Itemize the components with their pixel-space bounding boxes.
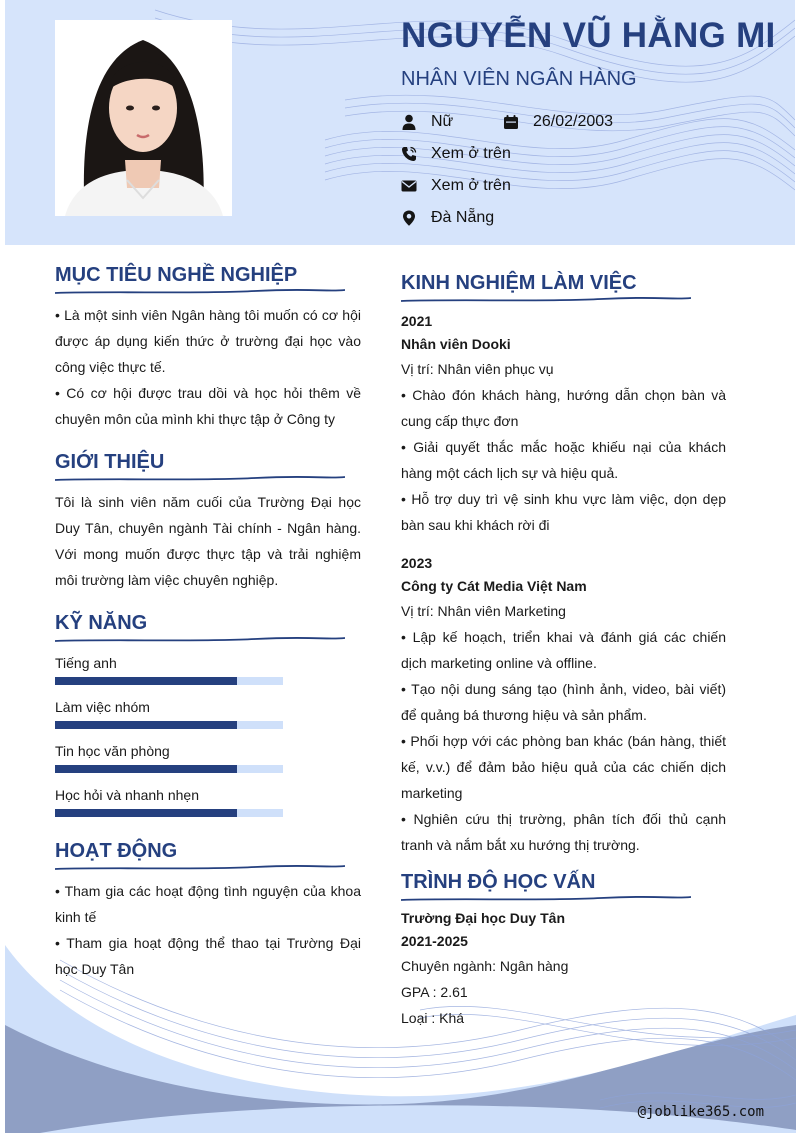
skill-bar-fill	[55, 809, 237, 817]
education-gpa: GPA : 2.61	[401, 984, 468, 1000]
education-school: Trường Đại học Duy Tân	[401, 910, 565, 926]
job-company: Nhân viên Dooki	[401, 336, 511, 352]
address-row	[401, 209, 494, 227]
activity-item-1: • Tham gia các hoạt động tình nguyện của khoa kinh tế	[55, 883, 361, 925]
activity-item-2: • Tham gia hoạt động thể thao tại Trường Đại học Duy Tân	[55, 935, 361, 977]
skill-bar-fill	[55, 677, 237, 685]
activities-section	[55, 840, 361, 982]
footer-url: @joblike365.com	[637, 1104, 764, 1120]
job-duty: • Hỗ trợ duy trì vệ sinh khu vực làm việc, dọn dẹp bàn sau khi khách rời đi	[401, 491, 726, 533]
skill-bar	[55, 809, 283, 817]
experience-underline	[401, 296, 691, 304]
objective-title: MỤC TIÊU NGHỀ NGHIỆP	[55, 264, 298, 286]
gender-value: Nữ	[431, 113, 454, 130]
experience-title: KINH NGHIỆM LÀM VIỆC	[401, 272, 637, 294]
intro-title: GIỚI THIỆU	[55, 451, 165, 473]
skill-item	[55, 743, 285, 773]
phone-icon	[401, 145, 417, 163]
skill-label: Tin học văn phòng	[55, 743, 170, 759]
education-title: TRÌNH ĐỘ HỌC VẤN	[401, 871, 596, 893]
full-name: NGUYỄN VŨ HẰNG MI	[401, 16, 776, 55]
education-underline	[401, 895, 691, 903]
job-duty: • Phối hợp với các phòng ban khác (bán hàng, thiết kế, v.v.) để đảm bảo hiệu quả của các chiến dịch marketing	[401, 733, 726, 801]
phone-value: Xem ở trên	[431, 145, 511, 162]
person-icon	[401, 113, 417, 131]
job-title: NHÂN VIÊN NGÂN HÀNG	[401, 68, 637, 90]
profile-photo	[55, 20, 232, 216]
education-major: Chuyên ngành: Ngân hàng	[401, 958, 569, 974]
education-years: 2021-2025	[401, 933, 468, 949]
birthdate-value: 26/02/2003	[533, 113, 614, 130]
education-rank: Loại : Khá	[401, 1010, 465, 1026]
job-duty: • Nghiên cứu thị trường, phân tích đối thủ cạnh tranh và nắm bắt xu hướng thị trường.	[401, 811, 726, 853]
address-value: Đà Nẵng	[431, 209, 495, 226]
skill-label: Học hỏi và nhanh nhẹn	[55, 787, 199, 803]
objective-item-2: • Có cơ hội được trau dồi và học hỏi thêm về chuyên môn của mình khi thực tập ở Công ty	[55, 385, 361, 427]
portrait-illustration	[55, 20, 232, 216]
job-company: Công ty Cát Media Việt Nam	[401, 578, 587, 594]
email-row	[401, 177, 511, 195]
intro-text: Tôi là sinh viên năm cuối của Trường Đại học Duy Tân, chuyên ngành Tài chính - Ngân hàng. Với mong muốn được thực tập và trải nghiệm môi trường làm việc chuyên nghiệp.	[55, 494, 361, 588]
objective-section	[55, 264, 361, 432]
skill-label: Tiếng anh	[55, 655, 117, 671]
birthdate-row	[503, 113, 613, 131]
skill-item	[55, 787, 285, 817]
activities-title: HOẠT ĐỘNG	[55, 840, 178, 862]
job-entry-2	[401, 552, 726, 858]
skill-item	[55, 655, 285, 685]
skill-bar-fill	[55, 721, 237, 729]
objective-item-1: • Là một sinh viên Ngân hàng tôi muốn có cơ hội được áp dụng kiến thức ở trường đại học vào công việc thực tế.	[55, 307, 361, 375]
gender-row	[401, 113, 453, 131]
activities-underline	[55, 864, 345, 872]
skill-bar	[55, 721, 283, 729]
skills-section	[55, 612, 361, 644]
skill-bar	[55, 677, 283, 685]
job-position: Vị trí: Nhân viên phục vụ	[401, 361, 554, 377]
experience-section	[401, 272, 726, 858]
skill-bar	[55, 765, 283, 773]
skills-title: KỸ NĂNG	[55, 612, 148, 634]
job-year: 2023	[401, 555, 433, 571]
job-duty: • Lập kế hoạch, triển khai và đánh giá các chiến dịch marketing online và offline.	[401, 629, 726, 671]
email-value: Xem ở trên	[431, 177, 511, 194]
job-year: 2021	[401, 313, 433, 329]
skill-item	[55, 699, 285, 729]
objective-underline	[55, 288, 345, 296]
envelope-icon	[401, 177, 417, 195]
skill-bar-fill	[55, 765, 237, 773]
job-duty: • Giải quyết thắc mắc hoặc khiếu nại của khách hàng một cách lịch sự và hiệu quả.	[401, 439, 726, 481]
intro-section	[55, 451, 361, 593]
job-duty: • Tạo nội dung sáng tạo (hình ảnh, video, bài viết) để quảng bá thương hiệu và sản phẩm.	[401, 681, 726, 723]
job-duty: • Chào đón khách hàng, hướng dẫn chọn bàn và cung cấp thực đơn	[401, 387, 726, 429]
skill-label: Làm việc nhóm	[55, 699, 150, 715]
job-position: Vị trí: Nhân viên Marketing	[401, 603, 566, 619]
phone-row	[401, 145, 511, 163]
education-section	[401, 871, 726, 1031]
skills-underline	[55, 636, 345, 644]
location-pin-icon	[401, 209, 417, 227]
calendar-icon	[503, 113, 519, 131]
intro-underline	[55, 475, 345, 483]
job-entry-1	[401, 310, 726, 538]
